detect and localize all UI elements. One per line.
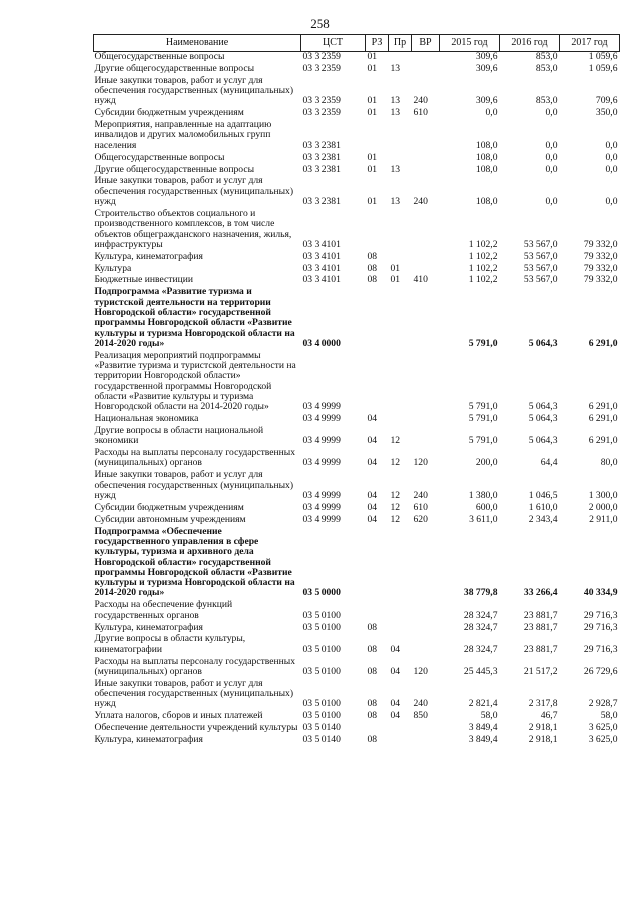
table-row <box>94 351 620 414</box>
cell-rz: 01 <box>367 152 378 163</box>
cell-vr <box>412 252 440 264</box>
cell-2016: 46,7 <box>540 711 558 722</box>
cell-rz: 01 <box>367 51 378 62</box>
cell-pr <box>389 351 412 414</box>
cell-rz: 04 <box>367 457 378 469</box>
cell-2016: 1 610,0 <box>528 502 558 513</box>
table-row <box>94 735 620 747</box>
cell-2015: 25 445,3 <box>463 665 498 677</box>
cell-2015: 309,6 <box>475 95 498 107</box>
cell-pr: 04 <box>390 665 401 677</box>
cell-cst: 03 3 2381 <box>302 139 341 151</box>
cell-rz: 01 <box>367 95 378 107</box>
cell-name: Расходы на выплаты персоналу государственных (муниципальных) органов <box>94 448 296 469</box>
table-row <box>94 711 620 723</box>
cell-rz <box>366 527 389 601</box>
table-row <box>94 275 620 287</box>
cell-pr: 13 <box>390 196 401 208</box>
cell-name: Уплата налогов, сборов и иных платежей <box>94 711 263 722</box>
cell-vr <box>412 351 440 414</box>
cell-pr: 13 <box>390 164 401 175</box>
cell-vr <box>412 264 440 276</box>
cell-pr <box>389 153 412 165</box>
cell-rz: 08 <box>367 275 378 286</box>
cell-cst: 03 3 4101 <box>302 275 341 286</box>
cell-2016: 2 918,1 <box>528 723 558 734</box>
cell-pr <box>389 287 412 350</box>
cell-cst: 03 4 9999 <box>302 414 341 425</box>
cell-2015: 309,6 <box>475 63 498 74</box>
table-row <box>94 414 620 426</box>
cell-cst: 03 4 9999 <box>302 514 341 525</box>
cell-pr: 13 <box>390 108 401 119</box>
cell-2017: 40 334,9 <box>583 587 618 599</box>
cell-2016: 53 567,0 <box>523 238 558 250</box>
cell-rz: 01 <box>367 164 378 175</box>
cell-cst: 03 3 2381 <box>302 196 341 208</box>
table-row <box>94 120 620 152</box>
cell-rz <box>366 287 389 350</box>
cell-vr <box>412 165 440 177</box>
table-row <box>94 108 620 120</box>
cell-2016: 64,4 <box>540 457 558 469</box>
cell-2016: 853,0 <box>535 95 558 107</box>
cell-rz: 08 <box>367 665 378 677</box>
table-row <box>94 64 620 76</box>
cell-cst: 03 3 4101 <box>302 263 341 274</box>
cell-rz: 04 <box>367 514 378 525</box>
cell-name: Другие вопросы в области национальной экономики <box>94 426 264 447</box>
cell-2017: 26 729,6 <box>583 665 618 677</box>
cell-rz: 04 <box>367 489 378 501</box>
cell-2017: 1 059,6 <box>588 51 618 62</box>
cell-vr <box>412 634 440 656</box>
cell-2017: 0,0 <box>605 152 618 163</box>
cell-pr: 12 <box>390 489 401 501</box>
cell-2016: 53 567,0 <box>523 263 558 274</box>
cell-vr <box>412 723 440 735</box>
cell-2017: 1 059,6 <box>588 63 618 74</box>
cell-name: Общегосударственные вопросы <box>94 152 225 163</box>
table-row <box>94 634 620 656</box>
cell-name: Обеспечение деятельности учреждений культуры <box>94 723 298 734</box>
cell-vr <box>412 623 440 635</box>
cell-2017: 350,0 <box>595 108 618 119</box>
header-2017: 2017 год <box>560 35 620 52</box>
cell-name: Иные закупки товаров, работ и услуг для обеспечения государственных (муниципальных) нужд <box>94 678 294 710</box>
cell-name: Культура, кинематография <box>94 622 203 633</box>
table-row <box>94 153 620 165</box>
cell-cst: 03 5 0100 <box>302 609 341 621</box>
cell-2016: 2 343,4 <box>528 514 558 525</box>
cell-2015: 28 324,7 <box>463 643 498 655</box>
cell-vr <box>412 120 440 152</box>
cell-vr: 240 <box>413 196 428 208</box>
cell-2015: 5 791,0 <box>468 435 498 447</box>
cell-2015: 0,0 <box>485 108 498 119</box>
cell-2016: 23 881,7 <box>523 622 558 633</box>
cell-2017: 2 928,7 <box>588 698 618 710</box>
cell-2017: 58,0 <box>600 711 618 722</box>
cell-2017: 1 300,0 <box>588 489 618 501</box>
cell-2016: 2 918,1 <box>528 735 558 746</box>
cell-cst: 03 5 0100 <box>302 698 341 710</box>
cell-2017: 6 291,0 <box>588 414 618 425</box>
cell-name: Бюджетные инвестиции <box>94 275 193 286</box>
cell-vr: 610 <box>413 502 428 513</box>
table-row <box>94 657 620 679</box>
cell-vr: 240 <box>413 698 428 710</box>
cell-cst: 03 3 2381 <box>302 164 341 175</box>
cell-2015: 600,0 <box>475 502 498 513</box>
cell-pr: 12 <box>390 457 401 469</box>
cell-name: Строительство объектов социального и производственного комплексов, в том числе объектов общегражданского назначения, жилья, инфраструктуры <box>94 208 292 250</box>
cell-name: Другие общегосударственные вопросы <box>94 63 255 74</box>
cell-name: Расходы на обеспечение функций государственных органов <box>94 600 233 621</box>
cell-pr: 13 <box>390 95 401 107</box>
cell-vr: 120 <box>413 457 428 469</box>
cell-2017: 3 625,0 <box>588 735 618 746</box>
cell-pr <box>389 52 412 64</box>
cell-pr <box>389 252 412 264</box>
table-row <box>94 287 620 350</box>
cell-2016: 0,0 <box>545 164 558 175</box>
cell-rz: 04 <box>367 435 378 447</box>
cell-vr <box>412 209 440 252</box>
cell-2015: 3 849,4 <box>468 723 498 734</box>
cell-2016: 53 567,0 <box>523 251 558 262</box>
cell-rz: 08 <box>367 698 378 710</box>
cell-name: Реализация мероприятий подпрограммы «Развитие туризма и туристской деятельности на территории Новгородской области» государственной программы Новгородской области «Развитие культуры и туризма Новгородской области на 2014-2020 годы» <box>94 350 296 413</box>
cell-rz: 08 <box>367 711 378 722</box>
cell-2016: 0,0 <box>545 108 558 119</box>
cell-cst: 03 3 4101 <box>302 251 341 262</box>
cell-rz <box>366 120 389 152</box>
cell-pr <box>389 735 412 747</box>
cell-pr: 04 <box>390 643 401 655</box>
cell-2017: 29 716,3 <box>583 609 618 621</box>
cell-vr <box>412 600 440 622</box>
table-row <box>94 165 620 177</box>
cell-2017: 29 716,3 <box>583 622 618 633</box>
cell-2015: 5 791,0 <box>468 414 498 425</box>
table-body <box>94 52 620 747</box>
cell-rz <box>366 600 389 622</box>
cell-2015: 5 791,0 <box>468 337 498 349</box>
cell-name: Расходы на выплаты персоналу государственных (муниципальных) органов <box>94 656 296 677</box>
cell-2015: 28 324,7 <box>463 609 498 621</box>
cell-vr <box>412 52 440 64</box>
cell-rz: 08 <box>367 735 378 746</box>
cell-2015: 5 791,0 <box>468 401 498 413</box>
cell-cst: 03 5 0140 <box>302 735 341 746</box>
cell-vr: 610 <box>413 108 428 119</box>
cell-2016: 21 517,2 <box>523 665 558 677</box>
table-row <box>94 176 620 208</box>
cell-cst: 03 5 0100 <box>302 665 341 677</box>
cell-2015: 1 102,2 <box>468 263 498 274</box>
cell-2016: 53 567,0 <box>523 275 558 286</box>
cell-2017: 3 625,0 <box>588 723 618 734</box>
cell-cst: 03 3 4101 <box>302 238 341 250</box>
cell-cst: 03 5 0140 <box>302 723 341 734</box>
cell-2015: 3 611,0 <box>469 514 498 525</box>
cell-2016: 0,0 <box>545 196 558 208</box>
table-row <box>94 723 620 735</box>
page-number: 258 <box>310 16 330 31</box>
cell-2017: 79 332,0 <box>583 238 618 250</box>
table-row <box>94 527 620 601</box>
cell-rz: 01 <box>367 108 378 119</box>
cell-name: Национальная экономика <box>94 414 199 425</box>
header-cst: ЦСТ <box>301 35 366 52</box>
cell-name: Субсидии автономным учреждениям <box>94 514 246 525</box>
cell-name: Другие вопросы в области культуры, кинематографии <box>94 634 246 655</box>
cell-cst: 03 4 9999 <box>302 457 341 469</box>
header-pr: Пр <box>389 35 412 52</box>
cell-name: Субсидии бюджетным учреждениям <box>94 108 244 119</box>
table-row <box>94 52 620 64</box>
cell-2015: 108,0 <box>475 196 498 208</box>
table-row <box>94 623 620 635</box>
cell-rz: 01 <box>367 196 378 208</box>
cell-name: Иные закупки товаров, работ и услуг для обеспечения государственных (муниципальных) нужд <box>94 176 294 208</box>
cell-vr <box>412 735 440 747</box>
cell-name: Культура <box>94 263 132 274</box>
cell-pr <box>389 723 412 735</box>
cell-name: Культура, кинематография <box>94 735 203 746</box>
cell-rz: 08 <box>367 643 378 655</box>
cell-2015: 1 102,2 <box>468 275 498 286</box>
cell-vr: 240 <box>413 489 428 501</box>
cell-name: Иные закупки товаров, работ и услуг для обеспечения государственных (муниципальных) нужд <box>94 75 294 107</box>
cell-2016: 2 317,8 <box>528 698 558 710</box>
cell-pr: 01 <box>390 275 401 286</box>
cell-rz <box>366 209 389 252</box>
cell-vr: 620 <box>413 514 428 525</box>
cell-rz <box>366 723 389 735</box>
cell-name: Другие общегосударственные вопросы <box>94 164 255 175</box>
table-row <box>94 503 620 515</box>
cell-pr: 04 <box>390 698 401 710</box>
cell-name: Иные закупки товаров, работ и услуг для обеспечения государственных (муниципальных) нужд <box>94 470 294 501</box>
cell-2017: 80,0 <box>600 457 618 469</box>
cell-cst: 03 3 2381 <box>302 152 341 163</box>
cell-name: Субсидии бюджетным учреждениям <box>94 502 244 513</box>
cell-2015: 1 102,2 <box>468 238 498 250</box>
cell-2015: 2 821,4 <box>468 698 498 710</box>
cell-name: Культура, кинематография <box>94 251 203 262</box>
cell-2017: 2 911,0 <box>589 514 618 525</box>
cell-2015: 58,0 <box>480 711 498 722</box>
cell-cst: 03 4 9999 <box>302 489 341 501</box>
cell-pr <box>389 600 412 622</box>
cell-name: Мероприятия, направленные на адаптацию инвалидов и других маломобильных групп населения <box>94 120 272 151</box>
cell-pr <box>389 120 412 152</box>
budget-table <box>93 34 620 747</box>
cell-2017: 79 332,0 <box>583 275 618 286</box>
cell-pr: 01 <box>390 263 401 274</box>
cell-2017: 0,0 <box>605 164 618 175</box>
cell-2016: 0,0 <box>545 139 558 151</box>
table-header-row <box>94 35 620 52</box>
cell-2017: 709,6 <box>595 95 618 107</box>
cell-rz: 04 <box>367 502 378 513</box>
cell-rz: 08 <box>367 622 378 633</box>
cell-2015: 1 102,2 <box>468 251 498 262</box>
header-2015: 2015 год <box>440 35 500 52</box>
cell-2017: 6 291,0 <box>588 435 618 447</box>
table-row <box>94 600 620 622</box>
cell-cst: 03 4 9999 <box>302 401 341 413</box>
cell-2016: 0,0 <box>545 152 558 163</box>
cell-2015: 28 324,7 <box>463 622 498 633</box>
cell-2017: 79 332,0 <box>583 251 618 262</box>
cell-2016: 33 266,4 <box>523 587 558 599</box>
cell-pr <box>389 414 412 426</box>
cell-2017: 79 332,0 <box>583 263 618 274</box>
cell-rz: 08 <box>367 263 378 274</box>
cell-pr: 12 <box>390 435 401 447</box>
cell-rz: 08 <box>367 251 378 262</box>
cell-cst: 03 4 9999 <box>302 502 341 513</box>
cell-2016: 1 046,5 <box>528 489 558 501</box>
cell-2015: 3 849,4 <box>468 735 498 746</box>
cell-vr <box>412 64 440 76</box>
cell-2015: 38 779,8 <box>463 587 498 599</box>
cell-2017: 29 716,3 <box>583 643 618 655</box>
cell-2017: 0,0 <box>605 139 618 151</box>
cell-2016: 23 881,7 <box>523 643 558 655</box>
cell-cst: 03 3 2359 <box>302 95 341 107</box>
cell-vr <box>412 414 440 426</box>
table-row <box>94 264 620 276</box>
table-row <box>94 470 620 502</box>
cell-cst: 03 3 2359 <box>302 108 341 119</box>
cell-pr <box>389 527 412 601</box>
cell-name: Общегосударственные вопросы <box>94 51 225 62</box>
cell-2015: 108,0 <box>475 152 498 163</box>
cell-2016: 5 064,3 <box>528 435 558 447</box>
cell-vr: 120 <box>413 665 428 677</box>
cell-pr: 12 <box>390 502 401 513</box>
cell-pr <box>389 209 412 252</box>
cell-rz <box>366 351 389 414</box>
cell-2015: 108,0 <box>475 164 498 175</box>
cell-vr: 240 <box>413 95 428 107</box>
cell-cst: 03 4 9999 <box>302 435 341 447</box>
cell-name: Подпрограмма «Обеспечение государственного управления в сфере культуры, туризма и архивного дела Новгородской области» государственной программы Новгородской области «Развитие культуры и туризма Новгородской области на 2014-2020 годы» <box>94 526 295 599</box>
cell-pr: 13 <box>390 63 401 74</box>
cell-vr: 410 <box>413 275 428 286</box>
cell-2017: 6 291,0 <box>588 337 618 349</box>
table-row <box>94 515 620 527</box>
cell-pr: 12 <box>390 514 401 525</box>
cell-2015: 108,0 <box>475 139 498 151</box>
cell-pr: 04 <box>390 711 401 722</box>
cell-vr <box>412 426 440 448</box>
cell-2016: 853,0 <box>535 63 558 74</box>
cell-vr: 850 <box>413 711 428 722</box>
cell-2017: 2 000,0 <box>588 502 618 513</box>
table-row <box>94 679 620 711</box>
cell-2015: 309,6 <box>475 51 498 62</box>
cell-cst: 03 3 2359 <box>302 51 341 62</box>
cell-vr <box>412 153 440 165</box>
cell-2016: 853,0 <box>535 51 558 62</box>
header-2016: 2016 год <box>500 35 560 52</box>
cell-2017: 0,0 <box>605 196 618 208</box>
cell-2015: 200,0 <box>475 457 498 469</box>
cell-2015: 1 380,0 <box>468 489 498 501</box>
cell-cst: 03 5 0100 <box>302 711 341 722</box>
cell-cst: 03 5 0100 <box>302 643 341 655</box>
cell-cst: 03 4 0000 <box>302 337 341 349</box>
table-row <box>94 426 620 448</box>
cell-rz: 01 <box>367 63 378 74</box>
cell-cst: 03 3 2359 <box>302 63 341 74</box>
header-rz: РЗ <box>366 35 389 52</box>
cell-2016: 5 064,3 <box>528 337 558 349</box>
cell-2016: 5 064,3 <box>528 401 558 413</box>
table-row <box>94 76 620 108</box>
cell-vr <box>412 527 440 601</box>
table-row <box>94 209 620 252</box>
cell-2017: 6 291,0 <box>588 401 618 413</box>
cell-name: Подпрограмма «Развитие туризма и туристской деятельности на территории Новгородской области» государственной программы Новгородской области «Развитие культуры и туризма Новгородской области на 2014-2020 годы» <box>94 287 295 349</box>
cell-cst: 03 5 0000 <box>302 587 341 599</box>
header-name: Наименование <box>94 35 301 52</box>
cell-vr <box>412 287 440 350</box>
table-row <box>94 448 620 470</box>
cell-cst: 03 5 0100 <box>302 622 341 633</box>
cell-rz: 04 <box>367 414 378 425</box>
cell-2016: 23 881,7 <box>523 609 558 621</box>
table-row <box>94 252 620 264</box>
cell-2016: 5 064,3 <box>528 414 558 425</box>
header-vr: ВР <box>412 35 440 52</box>
cell-pr <box>389 623 412 635</box>
